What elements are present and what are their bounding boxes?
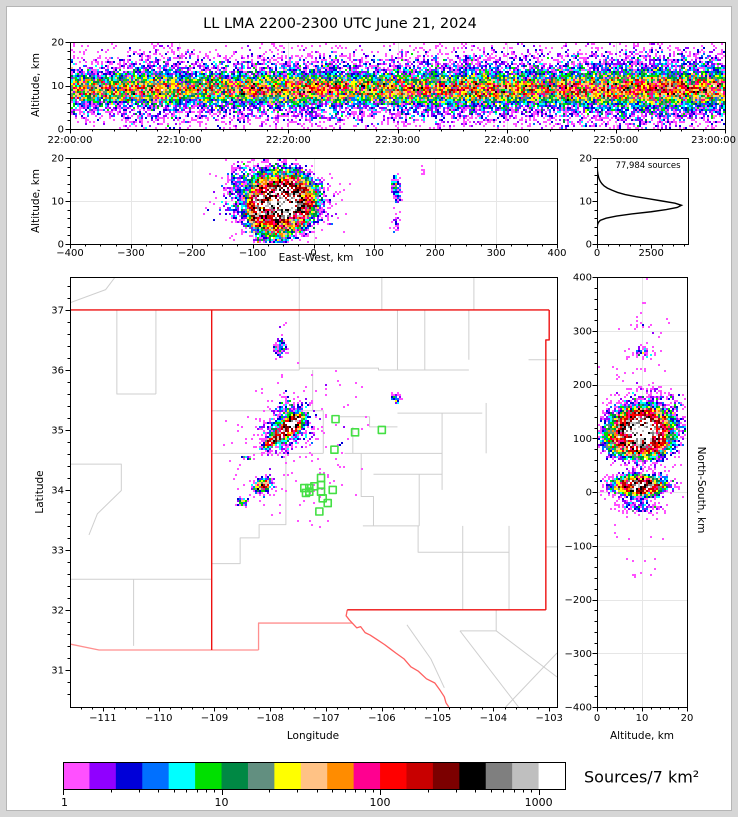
source-count-annotation: 77,984 sources [615,161,681,171]
time-panel-y-axis-label: Altitude, km [30,52,42,118]
ew-panel-y-axis-label: Altitude, km [30,168,42,234]
ns-panel-x-axis-label: Altitude, km [609,730,675,742]
map-y-axis-label: Latitude [34,470,46,514]
ew-panel-x-axis-label: East-West, km [278,252,354,264]
page-title: LL LMA 2200-2300 UTC June 21, 2024 [203,16,477,32]
map-x-axis-label: Longitude [286,730,340,742]
ns-panel-y-axis-label: North-South, km [695,446,707,534]
colorbar-label: Sources/7 km² [584,767,700,787]
